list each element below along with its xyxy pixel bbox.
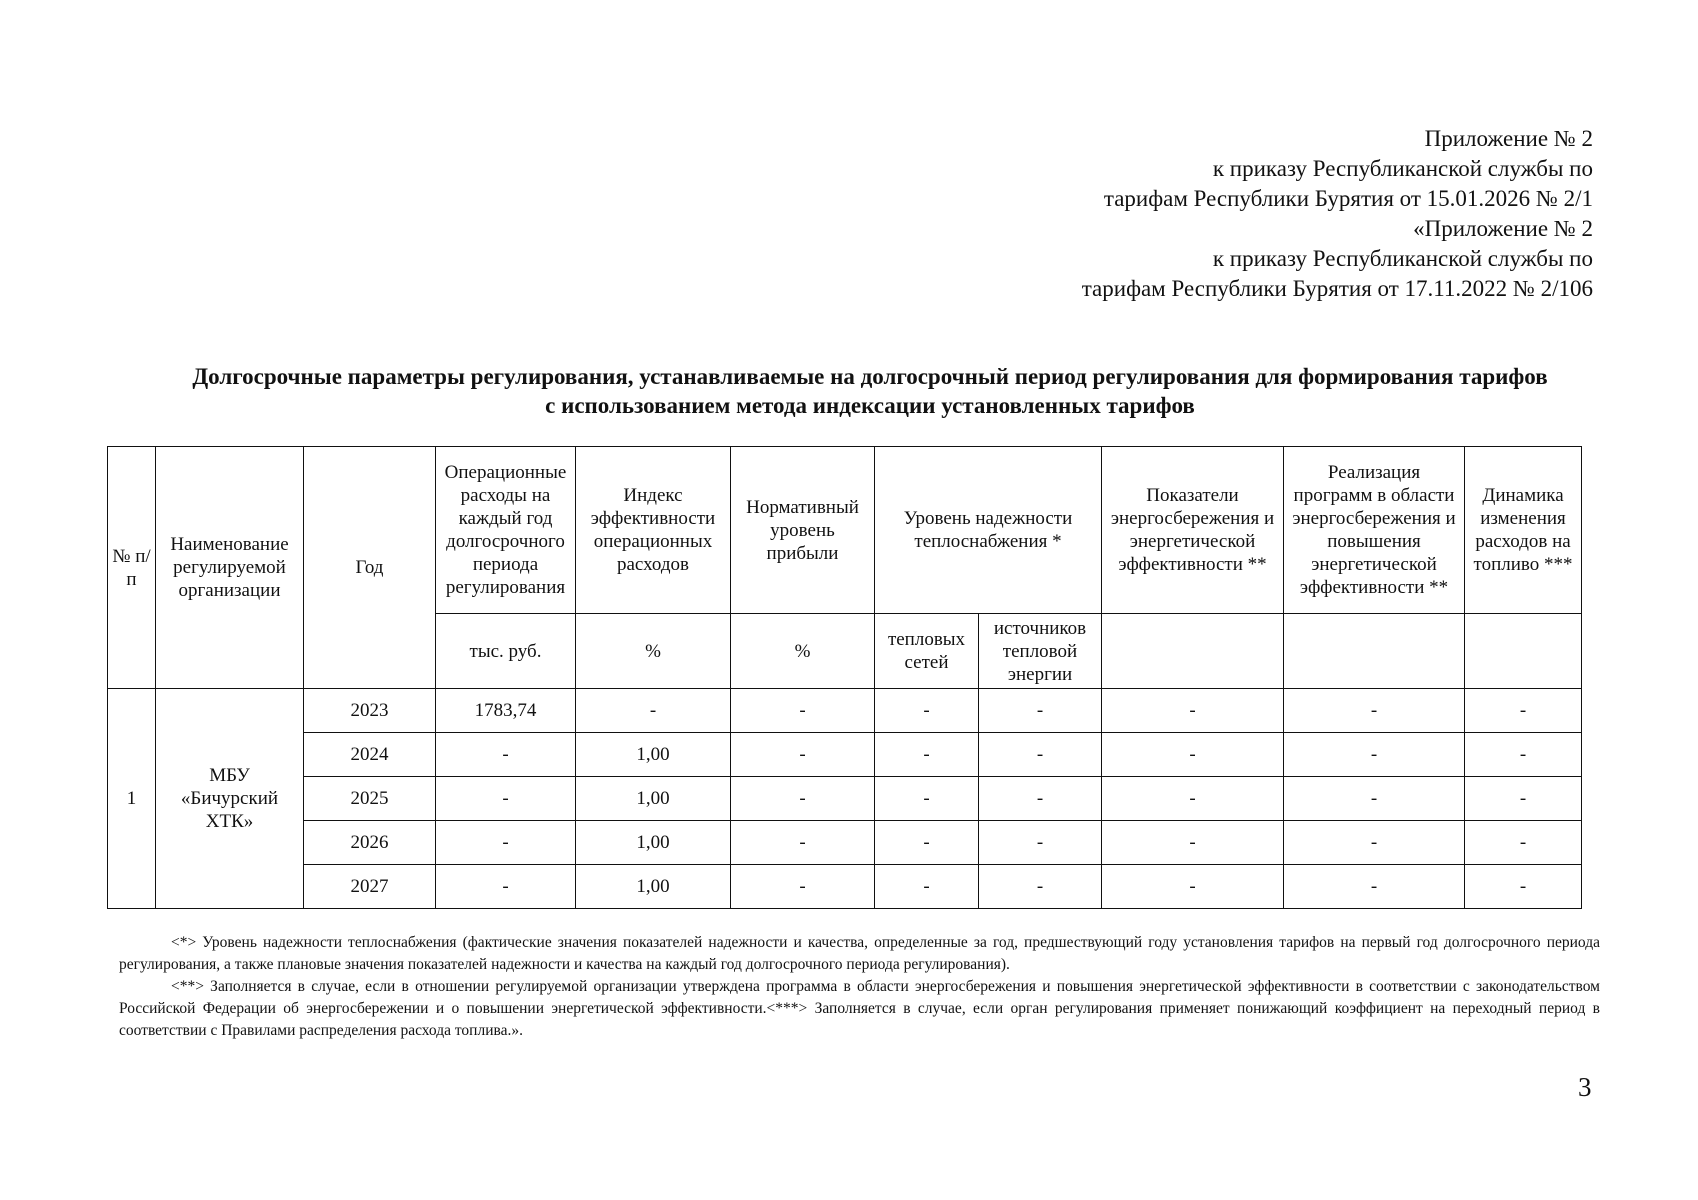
col-header-year: Год <box>304 447 436 689</box>
unit-sources: источников тепловой энергии <box>979 614 1102 689</box>
cell-opex: - <box>436 865 576 909</box>
header-line: тарифам Республики Бурятия от 17.11.2022 № 2/106 <box>1081 276 1593 301</box>
cell-eff-index: 1,00 <box>576 777 731 821</box>
cell-networks: - <box>875 777 979 821</box>
org-name: МБУ «Бичурский ХТК» <box>156 689 304 909</box>
cell-year: 2026 <box>304 821 436 865</box>
title-line-2: с использованием метода индексации установленных тарифов <box>545 393 1195 418</box>
cell-networks: - <box>875 689 979 733</box>
unit-energy-indicators-empty <box>1102 614 1284 689</box>
table-header-row <box>108 447 1582 614</box>
header-line: тарифам Республики Бурятия от 15.01.2026 № 2/1 <box>1103 186 1593 211</box>
header-line: «Приложение № 2 <box>1413 216 1593 241</box>
col-header-programs: Реализация программ в области энергосбережения и повышения энергетической эффективности ** <box>1284 447 1465 614</box>
table-row <box>108 865 1582 909</box>
cell-energy-indicators: - <box>1102 733 1284 777</box>
col-header-profit: Нормативный уровень прибыли <box>731 447 875 614</box>
col-header-reliability: Уровень надежности теплоснабжения * <box>875 447 1102 614</box>
unit-networks: тепловых сетей <box>875 614 979 689</box>
cell-sources: - <box>979 865 1102 909</box>
header-line: к приказу Республиканской службы по <box>1212 156 1593 181</box>
cell-energy-indicators: - <box>1102 777 1284 821</box>
cell-year: 2023 <box>304 689 436 733</box>
cell-programs: - <box>1284 865 1465 909</box>
table-row <box>108 733 1582 777</box>
unit-profit: % <box>731 614 875 689</box>
cell-programs: - <box>1284 821 1465 865</box>
col-header-eff-index: Индекс эффективности операционных расходов <box>576 447 731 614</box>
col-header-org: Наименование регулируемой организации <box>156 447 304 689</box>
cell-sources: - <box>979 777 1102 821</box>
cell-eff-index: 1,00 <box>576 821 731 865</box>
cell-profit: - <box>731 865 875 909</box>
cell-programs: - <box>1284 689 1465 733</box>
appendix-header <box>953 124 1593 304</box>
cell-energy-indicators: - <box>1102 821 1284 865</box>
cell-eff-index: 1,00 <box>576 733 731 777</box>
col-header-opex: Операционные расходы на каждый год долгосрочного периода регулирования <box>436 447 576 614</box>
cell-sources: - <box>979 821 1102 865</box>
cell-sources: - <box>979 733 1102 777</box>
header-line: к приказу Республиканской службы по <box>1212 246 1593 271</box>
col-header-energy-indicators: Показатели энергосбережения и энергетической эффективности ** <box>1102 447 1284 614</box>
cell-profit: - <box>731 733 875 777</box>
footnote-reliability: <*> Уровень надежности теплоснабжения (фактические значения показателей надежности и качества, определенные за год, предшествующий году установления тарифов на первый год долгосрочного периода регулирования, а также плановые значения показателей надежности и качества на каждый год долгосрочного периода регулирования). <box>119 934 1600 973</box>
cell-energy-indicators: - <box>1102 689 1284 733</box>
cell-year: 2027 <box>304 865 436 909</box>
cell-profit: - <box>731 777 875 821</box>
table-row <box>108 777 1582 821</box>
cell-eff-index: - <box>576 689 731 733</box>
cell-programs: - <box>1284 777 1465 821</box>
unit-opex: тыс. руб. <box>436 614 576 689</box>
cell-profit: - <box>731 821 875 865</box>
header-line: Приложение № 2 <box>1424 126 1593 151</box>
cell-networks: - <box>875 865 979 909</box>
cell-opex: 1783,74 <box>436 689 576 733</box>
unit-fuel-empty <box>1465 614 1582 689</box>
cell-fuel: - <box>1465 821 1582 865</box>
cell-opex: - <box>436 821 576 865</box>
col-header-num: № п/п <box>108 447 156 689</box>
col-header-fuel: Динамика изменения расходов на топливо *** <box>1465 447 1582 614</box>
cell-networks: - <box>875 821 979 865</box>
parameters-table <box>107 446 1582 909</box>
footnote-energy: <**> Заполняется в случае, если в отношении регулируемой организации утверждена программа в области энергосбережения и повышения энергетической эффективности в соответствии с законодательством Российской Федерации об энергосбережении и о повышении энергетической эффективности.<***> Заполняется в случае, если орган регулирования применяет понижающий коэффициент на переходный период в соответствии с Правилами распределения расхода топлива.». <box>119 978 1600 1039</box>
cell-opex: - <box>436 733 576 777</box>
cell-fuel: - <box>1465 777 1582 821</box>
title-line-1: Долгосрочные параметры регулирования, устанавливаемые на долгосрочный период регулирования для формирования тарифов <box>192 364 1548 389</box>
cell-programs: - <box>1284 733 1465 777</box>
unit-programs-empty <box>1284 614 1465 689</box>
cell-fuel: - <box>1465 865 1582 909</box>
footnotes <box>119 932 1600 1042</box>
cell-fuel: - <box>1465 689 1582 733</box>
cell-fuel: - <box>1465 733 1582 777</box>
table-row <box>108 689 1582 733</box>
document-title <box>145 362 1595 420</box>
unit-eff-index: % <box>576 614 731 689</box>
cell-networks: - <box>875 733 979 777</box>
cell-eff-index: 1,00 <box>576 865 731 909</box>
cell-year: 2025 <box>304 777 436 821</box>
cell-sources: - <box>979 689 1102 733</box>
cell-year: 2024 <box>304 733 436 777</box>
table-row <box>108 821 1582 865</box>
org-number: 1 <box>108 689 156 909</box>
cell-energy-indicators: - <box>1102 865 1284 909</box>
page-number: 3 <box>1578 1072 1592 1102</box>
cell-opex: - <box>436 777 576 821</box>
cell-profit: - <box>731 689 875 733</box>
